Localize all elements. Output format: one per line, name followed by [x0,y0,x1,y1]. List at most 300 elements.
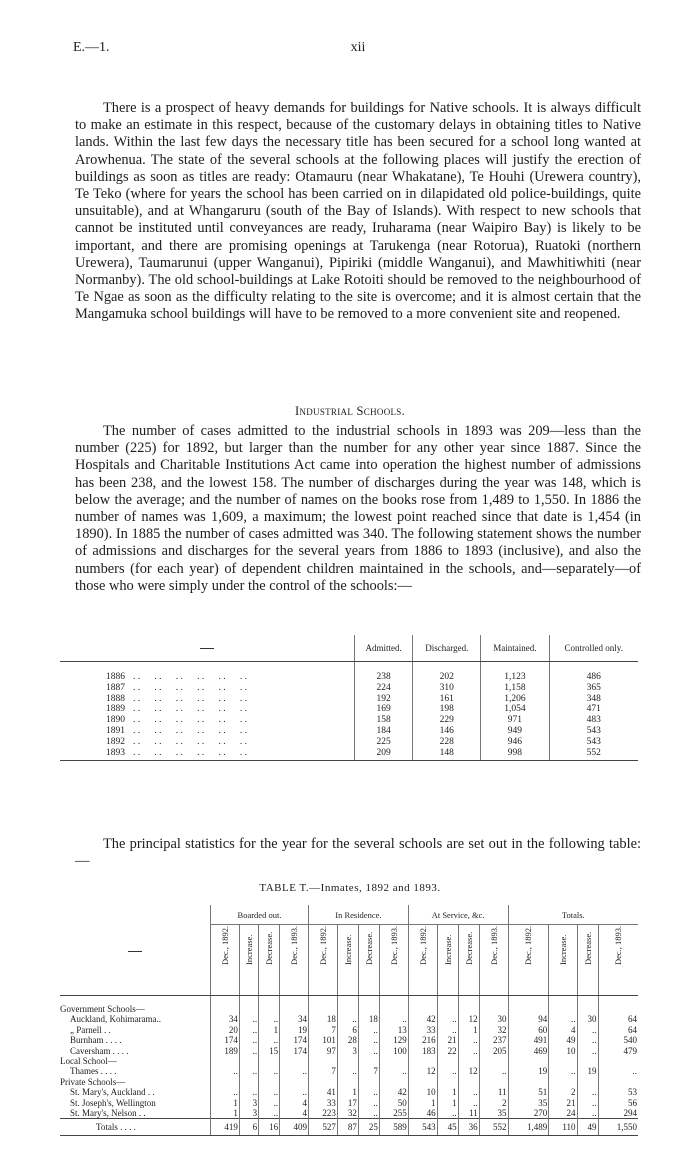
spacer-cell [259,996,280,1005]
value-cell: .. [437,1066,458,1076]
value-cell: 543 [549,726,638,737]
value-cell: 6 [337,1025,358,1035]
value-cell: .. [437,1025,458,1035]
value-cell: 229 [413,715,481,726]
value-cell [437,1056,458,1066]
value-cell: 209 [355,748,413,761]
year-label: 1889 [106,704,125,715]
value-cell: 225 [355,737,413,748]
statement-row [60,704,638,715]
statement-row [60,726,638,737]
year-cell [60,715,355,726]
year-label: 1893 [106,747,125,758]
value-cell [577,1004,598,1014]
value-cell: 7 [309,1066,338,1076]
value-cell [358,1004,379,1014]
value-cell [549,1056,577,1066]
value-cell [280,1004,309,1014]
value-cell: 1,550 [598,1119,638,1136]
sub-header [211,925,240,996]
value-cell [211,1077,240,1087]
section-title: Industrial Schools. [294,404,406,418]
school-row [60,1108,638,1119]
sub-header-label: Dec., 1893. [613,925,624,965]
value-cell [337,1077,358,1087]
value-cell: .. [458,1046,479,1056]
sub-header-label: Increase. [244,934,254,965]
spacer-cell [211,996,240,1005]
year-cell [60,683,355,694]
school-name: Thames . . . . [70,1066,117,1077]
value-cell: 25 [358,1119,379,1136]
value-cell: 21 [437,1035,458,1045]
value-cell [479,1077,508,1087]
totals-row [60,1119,638,1136]
inmates-table [60,905,638,1136]
value-cell: 50 [379,1098,408,1108]
value-cell: 10 [549,1046,577,1056]
value-cell: 13 [379,1025,408,1035]
sub-header [239,925,258,996]
value-cell [549,1077,577,1087]
column-header: Admitted. [355,635,413,662]
year-cell [60,726,355,737]
value-cell: 183 [408,1046,437,1056]
group-header: Totals. [508,905,638,925]
spacer-cell [437,996,458,1005]
sub-header [549,925,577,996]
value-cell [479,1004,508,1014]
value-cell: 552 [549,748,638,761]
value-cell: 216 [408,1035,437,1045]
value-cell: .. [577,1087,598,1097]
value-cell: .. [239,1014,258,1024]
value-cell: .. [259,1108,280,1119]
value-cell: 22 [437,1046,458,1056]
year-cell [60,672,355,683]
year-label: 1892 [106,736,125,747]
value-cell: 1 [408,1098,437,1108]
value-cell [508,1004,549,1014]
value-cell: 6 [239,1119,258,1136]
value-cell: 60 [508,1025,549,1035]
year-label: 1886 [106,672,125,682]
table-t-title: TABLE T.—Inmates, 1892 and 1893. [259,882,441,894]
value-cell: 4 [280,1098,309,1108]
value-cell: 7 [309,1025,338,1035]
value-cell: 174 [280,1035,309,1045]
value-cell: 101 [309,1035,338,1045]
value-cell: .. [358,1098,379,1108]
value-cell: 18 [309,1014,338,1024]
sub-header [358,925,379,996]
spacer-cell [280,996,309,1005]
page-header [73,40,643,60]
sub-header-label: Decrease. [264,931,275,965]
value-cell: 483 [549,715,638,726]
value-cell: 30 [479,1014,508,1024]
value-cell: .. [458,1098,479,1108]
value-cell: .. [358,1046,379,1056]
statement-row [60,672,638,683]
value-cell: 46 [408,1108,437,1119]
value-cell: 2 [479,1098,508,1108]
value-cell: 15 [259,1046,280,1056]
value-cell: .. [437,1014,458,1024]
spacer-cell [481,662,549,673]
value-cell [280,1077,309,1087]
value-cell: 184 [355,726,413,737]
value-cell: 409 [280,1119,309,1136]
value-cell: .. [337,1066,358,1076]
dot-leader: . . . . . . . . . . . . [133,672,247,682]
column-header: Maintained. [481,635,549,662]
value-cell: 7 [358,1066,379,1076]
dot-leader: . . . . . . . . . . . . [133,736,247,747]
value-cell [408,1077,437,1087]
statement-row [60,737,638,748]
school-row [60,1035,638,1045]
sub-header [479,925,508,996]
value-cell: 1,054 [481,704,549,715]
value-cell: 471 [549,704,638,715]
value-cell: 174 [211,1035,240,1045]
value-cell: 19 [508,1066,549,1076]
value-cell: 238 [355,672,413,683]
value-cell: 64 [598,1025,638,1035]
school-name: Local School— [60,1056,117,1067]
spacer-cell [60,662,355,673]
school-row [60,1098,638,1108]
value-cell: 198 [413,704,481,715]
year-label: 1890 [106,715,125,726]
value-cell: 270 [508,1108,549,1119]
value-cell: 10 [408,1087,437,1097]
value-cell: 3 [337,1046,358,1056]
value-cell: 1 [259,1025,280,1035]
value-cell: 1,489 [508,1119,549,1136]
value-cell: 24 [549,1108,577,1119]
document-code: E.—1. [73,40,110,55]
value-cell: 42 [408,1014,437,1024]
statement-row [60,715,638,726]
value-cell: 21 [549,1098,577,1108]
value-cell: 158 [355,715,413,726]
value-cell: 146 [413,726,481,737]
year-cell [60,694,355,705]
value-cell: .. [239,1025,258,1035]
school-name: Auckland, Kohimarama.. [70,1014,161,1025]
value-cell: 1 [458,1025,479,1035]
school-name: „ Parnell . . [70,1024,111,1035]
value-cell: 469 [508,1046,549,1056]
value-cell: .. [437,1108,458,1119]
value-cell: 12 [458,1066,479,1076]
dash-mark [128,951,142,952]
value-cell [239,1077,258,1087]
sub-header [259,925,280,996]
school-name: St. Joseph's, Wellington [70,1097,156,1108]
value-cell: 17 [337,1098,358,1108]
spacer-cell [598,996,638,1005]
value-cell: .. [549,1066,577,1076]
value-cell: 35 [508,1098,549,1108]
value-cell [259,1004,280,1014]
spacer-row [60,662,638,673]
value-cell: .. [379,1014,408,1024]
school-name: Burnham . . . . [70,1035,122,1046]
sub-header-label: Dec., 1893. [388,925,399,965]
value-cell [458,1056,479,1066]
spacer-cell [458,996,479,1005]
school-row [60,1077,638,1087]
year-cell [60,748,355,761]
spacer-cell [60,996,211,1005]
value-cell [598,1004,638,1014]
sub-header-label: Increase. [342,934,353,965]
year-label: 1887 [106,682,125,693]
spacer-cell [508,996,549,1005]
value-cell: 16 [259,1119,280,1136]
value-cell: 1,206 [481,694,549,705]
value-cell: 49 [577,1119,598,1136]
value-cell: 12 [458,1014,479,1024]
page-number: xii [350,40,366,55]
value-cell: 30 [577,1014,598,1024]
value-cell: 237 [479,1035,508,1045]
spacer-cell [479,996,508,1005]
value-cell [437,1004,458,1014]
value-cell [479,1056,508,1066]
value-cell: .. [337,1014,358,1024]
value-cell: .. [211,1066,240,1076]
group-header: Boarded out. [211,905,309,925]
value-cell: .. [358,1035,379,1045]
value-cell: 294 [598,1108,638,1119]
school-row [60,1087,638,1097]
value-cell: .. [577,1046,598,1056]
value-cell: .. [358,1108,379,1119]
sub-header [408,925,437,996]
sub-header [309,925,338,996]
value-cell: 169 [355,704,413,715]
value-cell: 161 [413,694,481,705]
value-cell [337,1004,358,1014]
spacer-cell [239,996,258,1005]
value-cell [211,1004,240,1014]
value-cell: 19 [577,1066,598,1076]
value-cell: 1 [211,1098,240,1108]
value-cell: 32 [337,1108,358,1119]
value-cell [337,1056,358,1066]
value-cell [309,1056,338,1066]
value-cell: 20 [211,1025,240,1035]
school-name: Private Schools— [60,1076,126,1087]
value-cell: 33 [408,1025,437,1035]
group-header: At Service, &c. [408,905,508,925]
value-cell: 310 [413,683,481,694]
value-cell: .. [239,1035,258,1045]
value-cell: .. [259,1014,280,1024]
spacer-row [60,996,638,1005]
spacer-cell [408,996,437,1005]
value-cell: .. [549,1014,577,1024]
value-cell [577,1077,598,1087]
admissions-statement-table [60,635,638,761]
spacer-cell [355,662,413,673]
value-cell: 419 [211,1119,240,1136]
value-cell: .. [239,1087,258,1097]
value-cell: 94 [508,1014,549,1024]
group-header-row [60,905,638,925]
value-cell [259,1056,280,1066]
sub-header [337,925,358,996]
value-cell: .. [259,1035,280,1045]
value-cell: 49 [549,1035,577,1045]
school-column-header [60,905,211,996]
value-cell: .. [458,1087,479,1097]
school-row [60,1046,638,1056]
sub-header-label: Decrease. [363,931,374,965]
sub-header [598,925,638,996]
value-cell: 589 [379,1119,408,1136]
value-cell [239,1004,258,1014]
value-cell: .. [358,1087,379,1097]
dot-leader: . . . . . . . . . . . . [133,715,247,726]
value-cell: 45 [437,1119,458,1136]
school-row [60,1014,638,1024]
value-cell: .. [598,1066,638,1076]
value-cell: 224 [355,683,413,694]
value-cell: 148 [413,748,481,761]
value-cell [508,1056,549,1066]
value-cell: 56 [598,1098,638,1108]
statement-row [60,683,638,694]
value-cell: 12 [408,1066,437,1076]
sub-header-label: Increase. [442,934,453,965]
value-cell: 1,158 [481,683,549,694]
value-cell: 527 [309,1119,338,1136]
spacer-cell [379,996,408,1005]
value-cell: 946 [481,737,549,748]
sub-header-label: Dec., 1892. [219,925,230,965]
value-cell: .. [577,1025,598,1035]
value-cell: 3 [239,1108,258,1119]
value-cell: .. [458,1035,479,1045]
school-name: Government Schools— [60,1004,145,1014]
sub-header [508,925,549,996]
value-cell [437,1077,458,1087]
school-row [60,1004,638,1014]
dot-leader: . . . . . . . . . . . . [133,682,247,693]
dot-leader: . . . . . . . . . . . . [133,725,247,736]
value-cell: 42 [379,1087,408,1097]
value-cell [379,1077,408,1087]
value-cell: 36 [458,1119,479,1136]
value-cell: 33 [309,1098,338,1108]
value-cell: 28 [337,1035,358,1045]
value-cell [458,1077,479,1087]
value-cell: 228 [413,737,481,748]
year-cell [60,737,355,748]
year-cell [60,704,355,715]
value-cell: 2 [549,1087,577,1097]
value-cell [379,1056,408,1066]
value-cell: .. [259,1066,280,1076]
sub-header-label: Dec., 1892. [523,925,534,965]
year-column-header [60,635,355,662]
sub-header-label: Increase. [557,934,568,965]
value-cell: .. [379,1066,408,1076]
principal-statistics-paragraph: The principal statistics for the year for the several schools are set out in the following table:— [75,836,641,870]
value-cell: .. [259,1098,280,1108]
value-cell: 100 [379,1046,408,1056]
value-cell: 205 [479,1046,508,1056]
value-cell [598,1077,638,1087]
value-cell: 19 [280,1025,309,1035]
value-cell [309,1004,338,1014]
value-cell: 255 [379,1108,408,1119]
value-cell [211,1056,240,1066]
statement-row [60,748,638,761]
value-cell: 486 [549,672,638,683]
value-cell: 51 [508,1087,549,1097]
spacer-cell [337,996,358,1005]
value-cell: .. [479,1066,508,1076]
sub-header [437,925,458,996]
value-cell: 1 [437,1087,458,1097]
dot-leader: . . . . . . . . . . . . [133,747,247,758]
value-cell [549,1004,577,1014]
value-cell: 4 [549,1025,577,1035]
value-cell [239,1056,258,1066]
sub-header-label: Decrease. [463,931,474,965]
value-cell: 491 [508,1035,549,1045]
value-cell: 971 [481,715,549,726]
sub-header [280,925,309,996]
value-cell [598,1056,638,1066]
value-cell: .. [280,1087,309,1097]
value-cell: 543 [408,1119,437,1136]
value-cell: 202 [413,672,481,683]
value-cell: 34 [211,1014,240,1024]
value-cell: 552 [479,1119,508,1136]
value-cell: 87 [337,1119,358,1136]
value-cell: 223 [309,1108,338,1119]
value-cell [577,1056,598,1066]
value-cell: .. [358,1025,379,1035]
value-cell [358,1077,379,1087]
value-cell [309,1077,338,1087]
value-cell: 97 [309,1046,338,1056]
dot-leader: . . . . . . . . . . . . [133,693,247,704]
school-row [60,1066,638,1076]
value-cell: .. [280,1066,309,1076]
value-cell: 192 [355,694,413,705]
value-cell [408,1056,437,1066]
spacer-cell [549,996,577,1005]
spacer-cell [413,662,481,673]
school-name: St. Mary's, Nelson . . [70,1108,146,1119]
value-cell [358,1056,379,1066]
school-row [60,1056,638,1066]
value-cell: 32 [479,1025,508,1035]
dash-mark [200,648,214,649]
school-name: Caversham . . . . [70,1045,129,1056]
value-cell: .. [239,1046,258,1056]
value-cell: .. [211,1087,240,1097]
sub-header-label: Dec., 1893. [488,925,499,965]
